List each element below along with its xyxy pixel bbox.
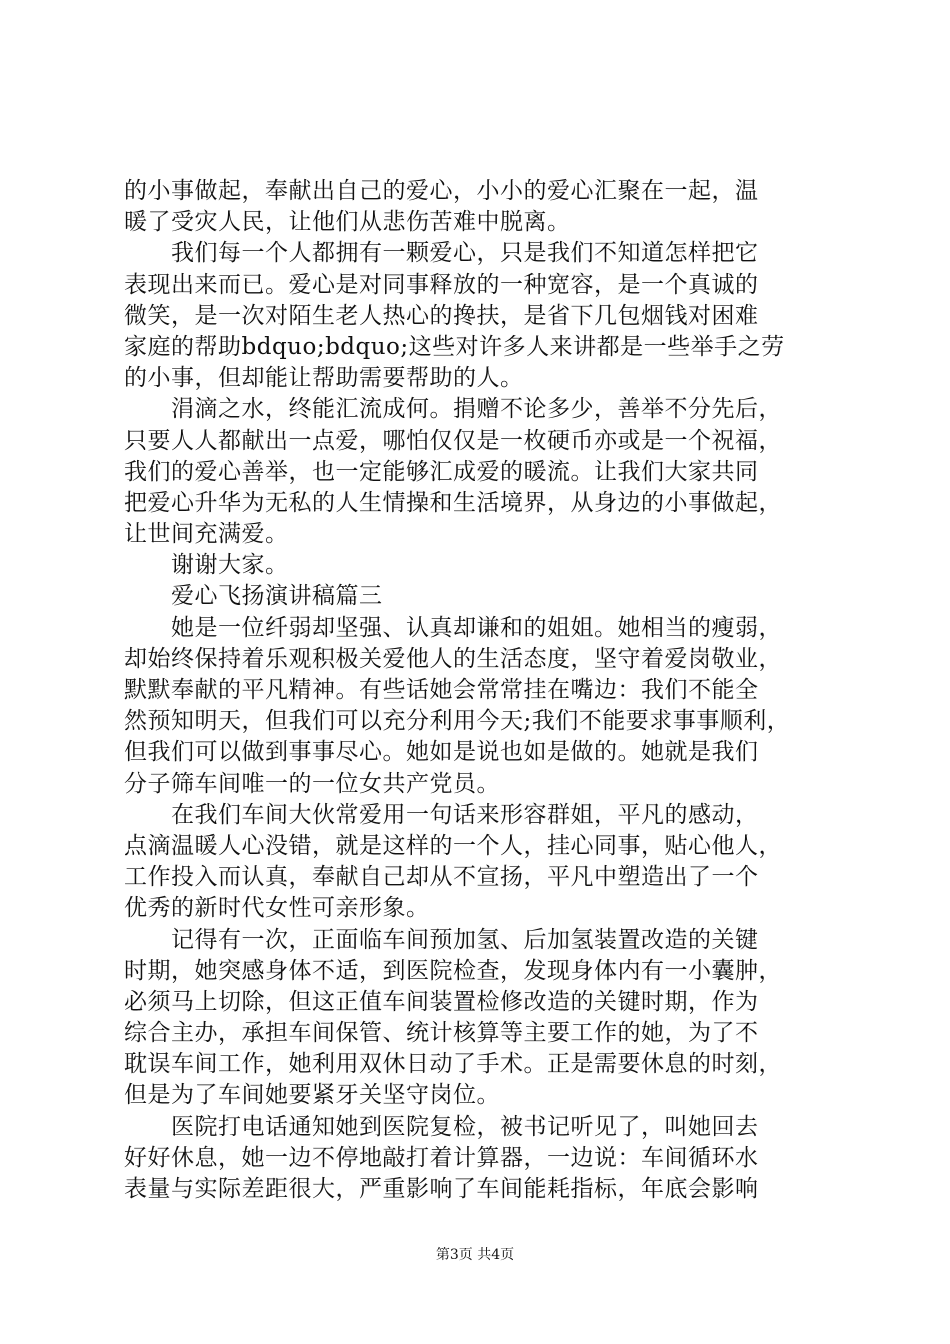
section-heading: 爱心飞扬演讲稿篇三 [124,583,383,610]
text-line: 必须马上切除，但这正值车间装置检修改造的关键时期，作为 [124,988,759,1015]
text-line: 的小事做起，奉献出自己的爱心，小小的爱心汇聚在一起，温 [124,178,759,204]
text-line: 把爱心升华为无私的人生情操和生活境界，从身边的小事做起， [124,489,782,516]
text-line: 然预知明天，但我们可以充分利用今天;我们不能要求事事顺利， [124,708,791,735]
text-line: 默默奉献的平凡精神。有些话她会常常挂在嘴边：我们不能全 [124,677,759,703]
text-line: 只要人人都献出一点爱，哪怕仅仅是一枚硬币亦或是一个祝福， [124,427,782,454]
text-line: 家庭的帮助bdquo;bdquo;这些对许多人来讲都是一些举手之劳 [124,333,785,360]
text-line: 表量与实际差距很大，严重影响了车间能耗指标，年底会影响 [124,1176,759,1202]
text-line: 的小事，但却能让帮助需要帮助的人。 [124,365,524,392]
text-line: 涓滴之水，终能汇流成何。捐赠不论多少，善举不分先后， [124,396,782,423]
text-line: 但是为了车间她要紧牙关坚守岗位。 [124,1082,500,1109]
text-line: 但我们可以做到事事尽心。她如是说也如是做的。她就是我们 [124,739,759,766]
text-line: 我们的爱心善举，也一定能够汇成爱的暖流。让我们大家共同 [124,458,759,485]
text-line: 在我们车间大伙常爱用一句话来形容群姐，平凡的感动， [124,801,759,828]
text-line: 工作投入而认真，奉献自己却从不宣扬，平凡中塑造出了一个 [124,864,759,891]
text-line: 耽误车间工作，她利用双休日动了手术。正是需要休息的时刻， [124,1051,782,1078]
text-line: 好好休息，她一边不停地敲打着计算器，一边说：车间循环水 [124,1144,759,1171]
document-body [124,176,840,1205]
text-line: 优秀的新时代女性可亲形象。 [124,895,430,922]
text-line: 她是一位纤弱却坚强、认真却谦和的姐姐。她相当的瘦弱， [124,614,782,641]
text-line: 暖了受灾人民，让他们从悲伤苦难中脱离。 [124,209,571,236]
page-number-footer: 第3页 共4页 [435,1247,515,1263]
text-line: 让世间充满爱。 [124,521,289,548]
text-line: 医院打电话通知她到医院复检，被书记听见了，叫她回去 [124,1113,759,1140]
text-line: 我们每一个人都拥有一颗爱心，只是我们不知道怎样把它 [124,240,759,267]
text-line: 时期，她突感身体不适，到医院检查，发现身体内有一小囊肿， [124,957,782,984]
text-line: 微笑，是一次对陌生老人热心的搀扶，是省下几包烟钱对困难 [124,302,759,329]
text-line: 综合主办，承担车间保管、统计核算等主要工作的她，为了不 [124,1020,759,1047]
text-line: 表现出来而已。爱心是对同事释放的一种宽容，是一个真诚的 [124,271,759,298]
text-line: 记得有一次，正面临车间预加氢、后加氢装置改造的关键 [124,926,759,953]
text-line: 点滴温暖人心没错，就是这样的一个人，挂心同事，贴心他人， [124,832,782,859]
text-line: 谢谢大家。 [124,552,289,579]
text-line: 却始终保持着乐观积极关爱他人的生活态度，坚守着爱岗敬业， [124,645,782,672]
text-line: 分子筛车间唯一的一位女共产党员。 [124,770,500,797]
